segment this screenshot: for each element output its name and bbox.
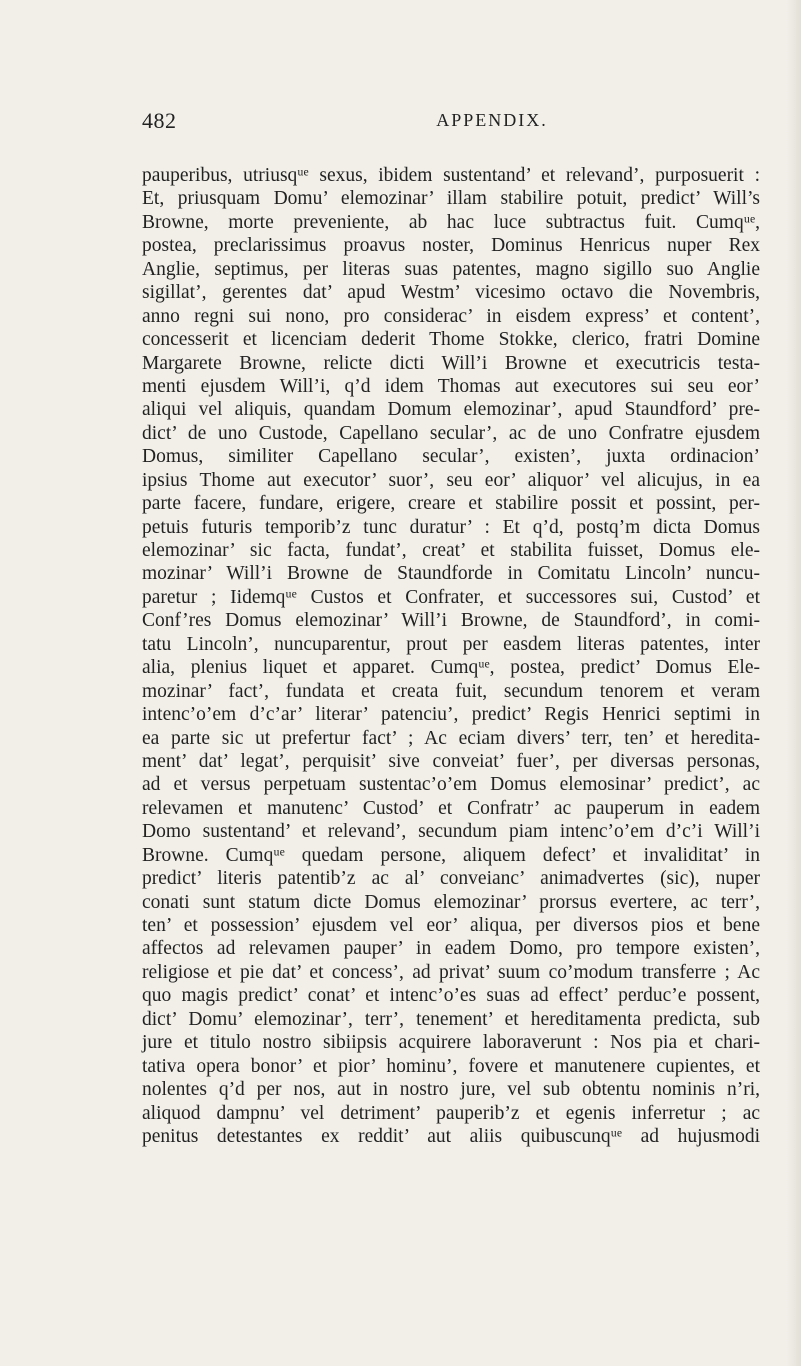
text-line: aliquod dampnu’ vel detriment’ pauperib’z et egenis inferretur ; ac (142, 1102, 760, 1124)
text-line: dict’ de uno Custode, Capellano secular’, ac de uno Confratre ejusdem (142, 422, 760, 444)
text-line: paretur ; Iidemqᵘᵉ Custos et Confrater, et successores sui, Custod’ et (142, 586, 760, 608)
text-line: Domus, similiter Capellano secular’, existen’, juxta ordinacion’ (142, 446, 760, 468)
text-line: anno regni sui nono, pro considerac’ in eisdem express’ et content’, (142, 305, 760, 327)
text-line: jure et titulo nostro sibiipsis acquirere laboraverunt : Nos pia et chari- (142, 1032, 760, 1054)
text-line: ment’ dat’ legat’, perquisit’ sive conveiat’ fuer’, per diversas personas, (142, 750, 760, 772)
text-line: mozinar’ Will’i Browne de Staundforde in Comitatu Lincoln’ nuncu- (142, 563, 760, 585)
text-line: postea, preclarissimus proavus noster, Dominus Henricus nuper Rex (142, 235, 760, 257)
text-line: petuis futuris temporib’z tunc duratur’ : Et q’d, postq’m dicta Domus (142, 516, 760, 538)
page-edge-shadow (787, 0, 801, 1366)
text-line: menti ejusdem Will’i, q’d idem Thomas aut executores sui seu eor’ (142, 375, 760, 397)
text-line: mozinar’ fact’, fundata et creata fuit, secundum tenorem et veram (142, 680, 760, 702)
text-line: nolentes q’d per nos, aut in nostro jure, vel sub obtentu nominis n’ri, (142, 1079, 760, 1101)
text-line: Et, priusquam Domu’ elemozinar’ illam stabilire potuit, predict’ Will’s (142, 188, 760, 210)
text-line: tatu Lincoln’, nuncuparentur, prout per easdem literas patentes, inter (142, 633, 760, 655)
page-header (142, 108, 782, 138)
text-line: parte facere, fundare, erigere, creare et stabilire possit et possint, per- (142, 493, 760, 515)
text-line: dict’ Domu’ elemozinar’, terr’, tenement’ et hereditamenta predicta, sub (142, 1008, 760, 1030)
page-number: 482 (142, 108, 177, 133)
body-paragraph (142, 164, 760, 1148)
text-line: ea parte sic ut prefertur fact’ ; Ac eciam divers’ terr, ten’ et heredita- (142, 727, 760, 749)
running-head: APPENDIX. (436, 110, 548, 130)
text-line: conati sunt statum dicte Domus elemozinar’ prorsus evertere, ac terr’, (142, 891, 760, 913)
text-line: Anglie, septimus, per literas suas patentes, magno sigillo suo Anglie (142, 258, 760, 280)
text-line: Browne, morte preveniente, ab hac luce subtractus fuit. Cumqᵘᵉ, (142, 211, 760, 233)
text-line: ten’ et possession’ ejusdem vel eor’ aliqua, per diversos pios et bene (142, 915, 760, 936)
text-line: relevamen et manutenc’ Custod’ et Confratr’ ac pauperum in eadem (142, 797, 760, 819)
text-line: pauperibus, utriusqᵘᵉ sexus, ibidem sustentand’ et relevand’, purposuerit : (142, 165, 760, 186)
text-line: sigillat’, gerentes dat’ apud Westm’ vicesimo octavo die Novembris, (142, 282, 760, 304)
text-line: intenc’o’em d’c’ar’ literar’ patenciu’, predict’ Regis Henrici septimi in (142, 704, 760, 726)
text-line: predict’ literis patentib’z ac al’ conveianc’ animadvertes (sic), nuper (142, 868, 760, 890)
text-line: aliqui vel aliquis, quandam Domum elemozinar’, apud Staundford’ pre- (142, 399, 760, 421)
text-line: elemozinar’ sic facta, fundat’, creat’ et stabilita fuisset, Domus ele- (142, 540, 760, 561)
text-line: alia, plenius liquet et apparet. Cumqᵘᵉ, postea, predict’ Domus Ele- (142, 657, 760, 679)
text-line: Domo sustentand’ et relevand’, secundum piam intenc’o’em d’c’i Will’i (142, 821, 760, 843)
text-line: Margarete Browne, relicte dicti Will’i Browne et executricis testa- (142, 352, 760, 374)
text-line: affectos ad relevamen pauper’ in eadem Domo, pro tempore existen’, (142, 938, 760, 960)
text-line: religiose et pie dat’ et concess’, ad privat’ suum co’modum transferre ; Ac (142, 961, 760, 983)
text-line: tativa opera bonor’ et pior’ hominu’, fovere et manutenere cupientes, et (142, 1055, 760, 1077)
text-line: penitus detestantes ex reddit’ aut aliis quibuscunqᵘᵉ ad hujusmodi (142, 1125, 760, 1147)
text-line: concesserit et licenciam dederit Thome Stokke, clerico, fratri Domine (142, 329, 760, 351)
text-line: quo magis predict’ conat’ et intenc’o’es suas ad effect’ perduc’e possent, (142, 985, 760, 1007)
text-line: Browne. Cumqᵘᵉ quedam persone, aliquem defect’ et invaliditat’ in (142, 844, 760, 866)
text-line: Conf’res Domus elemozinar’ Will’i Browne, de Staundford’, in comi- (142, 610, 760, 632)
text-line: ipsius Thome aut executor’ suor’, seu eor’ aliquor’ vel alicujus, in ea (142, 469, 760, 491)
text-line: ad et versus perpetuam sustentac’o’em Domus elemosinar’ predict’, ac (142, 774, 760, 796)
